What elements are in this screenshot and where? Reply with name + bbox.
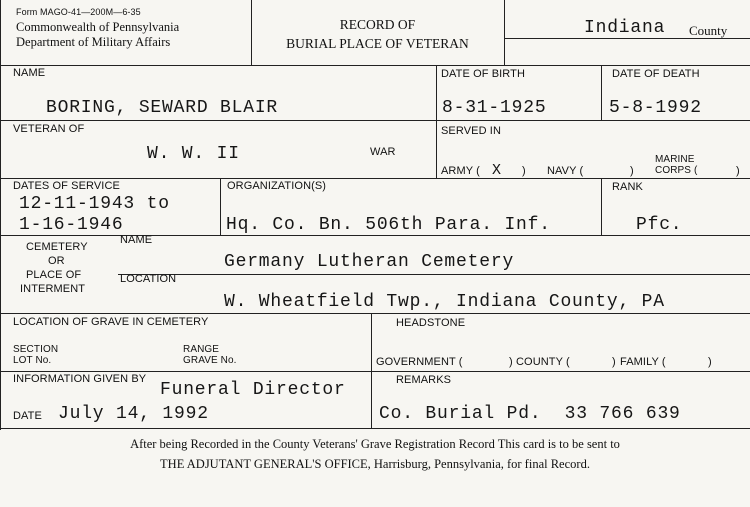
cemetery-location-value: W. Wheatfield Twp., Indiana County, PA [224, 292, 665, 312]
row-line-5 [0, 313, 750, 314]
row-line-1 [0, 65, 750, 66]
name-label: NAME [13, 67, 46, 79]
navy-close: ) [630, 165, 634, 177]
date-value: July 14, 1992 [58, 404, 209, 424]
cemetery-name-underline [118, 274, 750, 275]
date-of-birth-label: DATE OF BIRTH [441, 68, 526, 80]
grave-number-label: GRAVE No. [183, 355, 237, 366]
row-line-6 [0, 371, 750, 372]
org-divider-right [601, 178, 602, 235]
row-line-4 [0, 235, 750, 236]
cemetery-label-2: OR [48, 255, 65, 267]
army-close: ) [522, 165, 526, 177]
cemetery-label-1: CEMETERY [26, 241, 88, 253]
date-label: DATE [13, 410, 42, 422]
footer-line-1: After being Recorded in the County Veterans' Grave Registration Record This card is to be sent to [130, 437, 620, 451]
information-given-by-value: Funeral Director [160, 380, 346, 400]
form-title-line-1: RECORD OF [339, 17, 416, 32]
row-line-2 [0, 120, 750, 121]
cemetery-label-3: PLACE OF [26, 269, 82, 281]
form-title-line-2: BURIAL PLACE OF VETERAN [286, 36, 469, 51]
date-of-birth-value: 8-31-1925 [442, 98, 547, 118]
row-line-7 [0, 428, 750, 429]
family-close: ) [708, 356, 712, 368]
lot-number-label: LOT No. [13, 355, 52, 366]
dates-of-service-label: DATES OF SERVICE [13, 180, 120, 192]
remarks-value: Co. Burial Pd. 33 766 639 [379, 404, 681, 424]
war-label: WAR [370, 146, 396, 158]
service-start-date: 12-11-1943 to [19, 194, 170, 214]
rank-value: Pfc. [636, 215, 683, 235]
agency-line-2: Department of Military Affairs [16, 35, 171, 49]
government-close: ) [509, 356, 513, 368]
cemetery-name-label: NAME [120, 234, 153, 246]
government-label: GOVERNMENT ( [376, 356, 463, 368]
army-label: ARMY ( [441, 165, 480, 177]
remarks-label: REMARKS [396, 374, 452, 386]
grave-location-label: LOCATION OF GRAVE IN CEMETERY [13, 316, 209, 328]
cemetery-label-4: INTERMENT [20, 283, 86, 295]
headstone-label: HEADSTONE [396, 317, 466, 329]
date-of-death-label: DATE OF DEATH [612, 68, 700, 80]
marine-close: ) [736, 165, 740, 177]
county-headstone-close: ) [612, 356, 616, 368]
information-given-by-label: INFORMATION GIVEN BY [13, 373, 147, 385]
family-label: FAMILY ( [620, 356, 666, 368]
county-value: Indiana [584, 18, 666, 38]
county-label: County [689, 23, 728, 38]
veteran-of-label: VETERAN OF [13, 123, 85, 135]
marine-label-1: MARINE [655, 154, 695, 165]
war-value: W. W. II [147, 144, 240, 164]
agency-line-1: Commonwealth of Pennsylvania [16, 20, 180, 34]
army-checkmark: X [492, 162, 502, 179]
rank-label: RANK [612, 181, 643, 193]
section-label: SECTION [13, 344, 59, 355]
navy-label: NAVY ( [547, 165, 584, 177]
header-divider-1 [251, 0, 252, 65]
served-in-label: SERVED IN [441, 125, 501, 137]
org-divider-left [220, 178, 221, 235]
dob-divider [436, 65, 437, 178]
form-number: Form MAGO-41—200M—6-35 [16, 7, 141, 17]
organization-value: Hq. Co. Bn. 506th Para. Inf. [226, 215, 551, 235]
date-of-death-value: 5-8-1992 [609, 98, 702, 118]
county-headstone-label: COUNTY ( [516, 356, 570, 368]
cemetery-location-label: LOCATION [120, 273, 177, 285]
dod-divider [601, 65, 602, 120]
veteran-name: BORING, SEWARD BLAIR [46, 98, 279, 118]
header-divider-2 [504, 0, 505, 65]
organization-label: ORGANIZATION(S) [227, 180, 327, 192]
range-label: RANGE [183, 344, 220, 355]
footer-line-2: THE ADJUTANT GENERAL'S OFFICE, Harrisburg, Pennsylvania, for final Record. [160, 457, 590, 471]
county-underline [505, 38, 750, 39]
service-end-date: 1-16-1946 [19, 215, 124, 235]
row-line-3 [0, 178, 750, 179]
marine-label-2: CORPS ( [655, 165, 698, 176]
cemetery-name-value: Germany Lutheran Cemetery [224, 252, 515, 272]
